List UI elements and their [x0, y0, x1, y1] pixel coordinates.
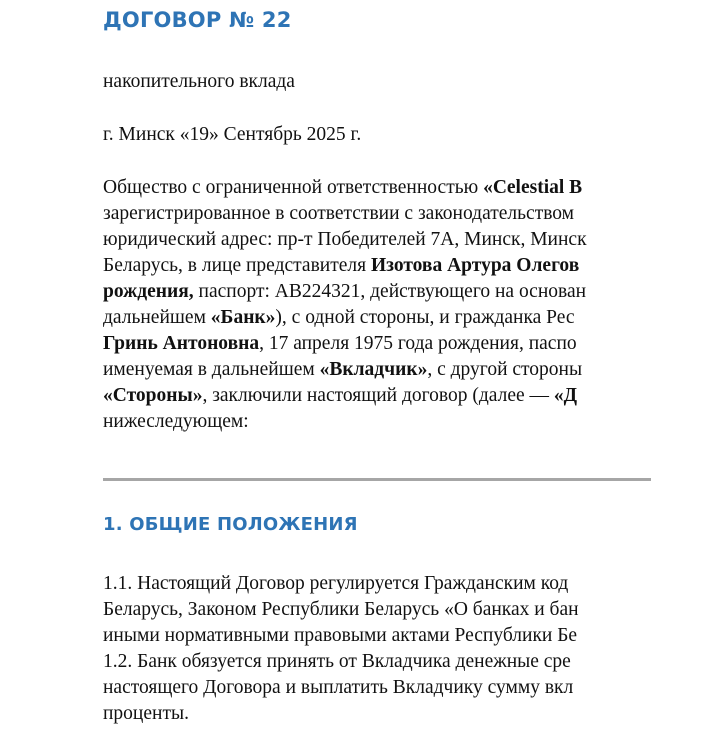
text: , заключили настоящий договор (далее —	[202, 385, 554, 406]
preamble-line	[103, 305, 575, 331]
document-title: ДОГОВОР № 22	[103, 8, 292, 32]
place-date-line: г. Минск «19» Сентябрь 2025 г.	[103, 124, 362, 145]
text: именуемая в дальнейшем	[103, 359, 320, 380]
clause-line: настоящего Договора и выплатить Вкладчику сумму вкл	[103, 677, 574, 698]
text: паспорт: AB224321, действующего на основан	[193, 281, 587, 302]
preamble-line	[103, 357, 582, 383]
preamble-line	[103, 383, 577, 409]
preamble-line: юридический адрес: пр-т Победителей 7А, Минск, Минск	[103, 229, 587, 250]
text-bold: рождения,	[103, 281, 194, 302]
text: , 17 апреля 1975 года рождения, паспо	[259, 333, 577, 354]
text: Общество с ограниченной ответственностью	[103, 177, 484, 198]
bank-name: «Celestial B	[483, 177, 583, 198]
parties-label: «Стороны»	[103, 385, 203, 406]
preamble-line	[103, 331, 577, 357]
preamble-line: нижеследующем:	[103, 411, 249, 432]
clause-line: иными нормативными правовыми актами Республики Бе	[103, 625, 578, 646]
clause-line: 1.1. Настоящий Договор регулируется Гражданским код	[103, 573, 569, 594]
depositor-name: Гринь Антоновна	[103, 333, 260, 354]
document-subtitle: накопительного вклада	[103, 71, 295, 92]
preamble-line	[103, 279, 586, 305]
clause-line: проценты.	[103, 703, 189, 724]
clause-line: Беларусь, Законом Республики Беларусь «О банках и бан	[103, 599, 579, 620]
text: , с другой стороны	[427, 359, 583, 380]
text-bold: «Д	[553, 385, 578, 406]
party-depositor-label: «Вкладчик»	[319, 359, 428, 380]
clause-line: 1.2. Банк обязуется принять от Вкладчика денежные сре	[103, 651, 571, 672]
preamble-line: зарегистрированное в соответствии с законодательством	[103, 203, 575, 224]
representative-name: Изотова Артура Олегов	[370, 255, 580, 276]
preamble-line	[103, 175, 582, 201]
text: Беларусь, в лице представителя	[103, 255, 371, 276]
text: ), с одной стороны, и гражданка Рес	[275, 307, 575, 328]
party-bank-label: «Банк»	[210, 307, 276, 328]
section-heading: 1. ОБЩИЕ ПОЛОЖЕНИЯ	[103, 514, 358, 535]
horizontal-rule	[103, 478, 651, 481]
preamble-line	[103, 253, 579, 279]
text: дальнейшем	[103, 307, 211, 328]
